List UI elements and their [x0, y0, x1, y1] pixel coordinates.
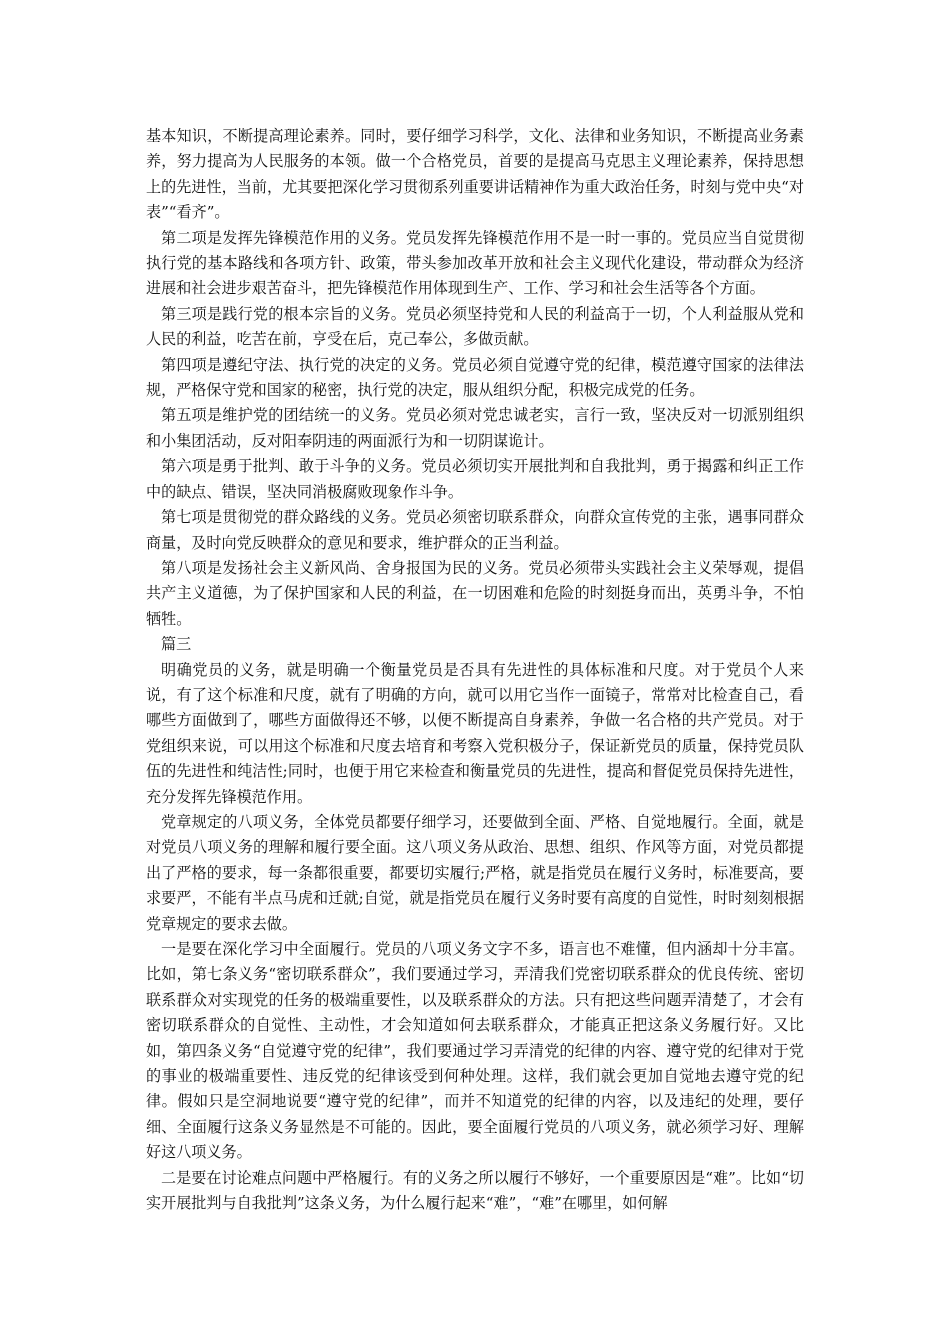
paragraph-duty-7: 第七项是贯彻党的群众路线的义务。党员必须密切联系群众，向群众宣传党的主张，遇事同群众商量，及时向党反映群众的意见和要求，维护群众的正当利益。 — [146, 508, 804, 552]
paragraph-duty-4: 第四项是遵纪守法、执行党的决定的义务。党员必须自觉遵守党的纪律，模范遵守国家的法律法规，严格保守党和国家的秘密，执行党的决定，服从组织分配，积极完成党的任务。 — [146, 355, 804, 400]
paragraph-duty-2: 第二项是发挥先锋模范作用的义务。党员发挥先锋模范作用不是一时一事的。党员应当自觉贯彻执行党的基本路线和各项方针、政策，带头参加改革开放和社会主义现代化建设，带动群众为经济进展和社会进步艰苦奋斗，把先锋模范作用体现到生产、工作、学习和社会生活等各个方面。 — [146, 228, 804, 298]
paragraph-continuation: 基本知识，不断提高理论素养。同时，要仔细学习科学，文化、法律和业务知识，不断提高业务素养，努力提高为人民服务的本领。做一个合格党员，首要的是提高马克思主义理论素养，保持思想上的先进性，当前，尤其要把深化学习贯彻系列重要讲话精神作为重大政治任务，时刻与党中央“对表”“看齐”。 — [146, 127, 804, 222]
paragraph-point-1: 一是要在深化学习中全面履行。党员的八项义务文字不多，语言也不难懂，但内涵却十分丰富。比如，第七条义务“密切联系群众”，我们要通过学习，弄清我们党密切联系群众的优良传统、密切联系群众对实现党的任务的极端重要性，以及联系群众的方法。只有把这些问题弄清楚了，才会有密切联系群众的自觉性、主动性，才会知道如何去联系群众，才能真正把这条义务履行好。又比如，第四条义务“自觉遵守党的纪律”，我们要通过学习弄清党的纪律的内容、遵守党的纪律对于党的事业的极端重要性、违反党的纪律该受到何种处理。这样，我们就会更加自觉地去遵守党的纪律。假如只是空洞地说要“遵守党的纪律”，而并不知道党的纪律的内容，以及违纪的处理，要仔细、全面履行这条义务显然是不可能的。因此，要全面履行党员的八项义务，就必须学习好、理解好这八项义务。 — [146, 940, 804, 1162]
paragraph-duty-6: 第六项是勇于批判、敢于斗争的义务。党员必须切实开展批判和自我批判，勇于揭露和纠正工作中的缺点、错误，坚决同消极腐败现象作斗争。 — [146, 457, 804, 501]
paragraph-duty-5: 第五项是维护党的团结统一的义务。党员必须对党忠诚老实，言行一致，坚决反对一切派别组织和小集团活动，反对阳奉阴违的两面派行为和一切阴谋诡计。 — [146, 406, 804, 450]
paragraph-point-2: 二是要在讨论难点问题中严格履行。有的义务之所以履行不够好，一个重要原因是“难”。比如“切实开展批判与自我批判”这条义务，为什么履行起来“难”，“难”在哪里，如何解 — [146, 1168, 804, 1213]
paragraph-eight-duties: 党章规定的八项义务，全体党员都要仔细学习，还要做到全面、严格、自觉地履行。全面，就是对党员八项义务的理解和履行要全面。这八项义务从政治、思想、组织、作风等方面，对党员都提出了严格的要求，每一条都很重要，都要切实履行;严格，就是指党员在履行义务时，标准要高，要求要严，不能有半点马虎和迁就;自觉，就是指党员在履行义务时要有高度的自觉性，时时刻刻根据党章规定的要求去做。 — [146, 812, 804, 933]
paragraph-duty-8: 第八项是发扬社会主义新风尚、舍身报国为民的义务。党员必须带头实践社会主义荣辱观，提倡共产主义道德，为了保护国家和人民的利益，在一切困难和危险的时刻挺身而出，英勇斗争，不怕牺牲。 — [146, 558, 804, 628]
paragraph-part3-intro: 明确党员的义务，就是明确一个衡量党员是否具有先进性的具体标准和尺度。对于党员个人来说，有了这个标准和尺度，就有了明确的方向，就可以用它当作一面镜子，常常对比检查自己，看哪些方面做到了，哪些方面做得还不够，以便不断提高自身素养，争做一名合格的共产党员。对于党组织来说，可以用这个标准和尺度去培育和考察入党积极分子，保证新党员的质量，保持党员队伍的先进性和纯洁性;同时，也便于用它来检查和衡量党员的先进性，提高和督促党员保持先进性，充分发挥先锋模范作用。 — [146, 660, 804, 806]
document-body — [146, 124, 804, 1216]
paragraph-duty-3: 第三项是践行党的根本宗旨的义务。党员必须坚持党和人民的利益高于一切，个人利益服从党和人民的利益，吃苦在前，亨受在后，克己奉公，多做贡献。 — [146, 304, 804, 349]
section-heading-part3: 篇三 — [161, 635, 192, 654]
